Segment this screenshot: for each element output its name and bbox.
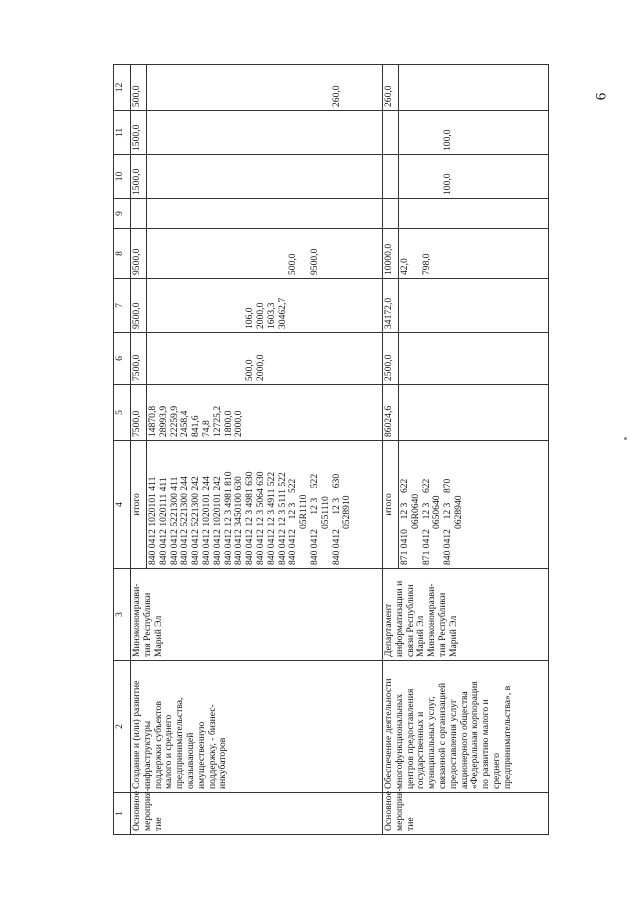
responsible-executor: Минэкономразви- тия Республики Марий Эл	[131, 569, 383, 661]
total-value: 1500,0	[131, 111, 147, 155]
year-value	[399, 333, 549, 385]
col-header-6: 6	[114, 333, 131, 385]
page-number: 6	[593, 92, 610, 101]
total-value: 7500,0	[131, 333, 147, 385]
scan-speck	[624, 437, 627, 440]
col-header-4: 4	[114, 441, 131, 569]
total-value	[383, 111, 399, 155]
year-value	[147, 199, 383, 229]
total-value	[383, 199, 399, 229]
col-header-1: 1	[114, 793, 131, 835]
budget-codes: 840 0412 1020101 411 840 0412 1020111 411 840 0412 5221300 411 840 0412 5221300 244 840 0412 5221300 242 840 0412 1020101 244 840 0412 1020101 242 840 0412 12 3 4981 810 840 0412 3450100 630 840 0412 12 3 4981 630 840 0412 12 3 5064 630 840 0412 12 3 4911 522 840 0412 12 3 5111 522 840 0412 12 3 522 05R1110 840 0412 12 3 522 0551110 840 0412 12 3 630 0528910	[147, 441, 383, 569]
total-value: 10000,0	[383, 229, 399, 279]
year-value	[147, 111, 383, 155]
total-value: 9500,0	[131, 279, 147, 333]
total-value: 260,0	[383, 65, 399, 111]
total-value: 2500,0	[383, 333, 399, 385]
year-value: 260,0	[147, 65, 383, 111]
total-value	[131, 199, 147, 229]
total-label: итого	[131, 441, 147, 569]
header-row	[114, 65, 131, 835]
table-row	[383, 65, 399, 835]
year-value: 500,0 9500,0	[147, 229, 383, 279]
responsible-executor: Департамент информатизации и связи Республики Марий Эл Минэкономразви- тия Республики Марий Эл	[383, 569, 549, 661]
year-value	[399, 65, 549, 111]
total-value: 9500,0	[131, 229, 147, 279]
col-header-5: 5	[114, 385, 131, 441]
col-header-11: 11	[114, 111, 131, 155]
col-header-12: 12	[114, 65, 131, 111]
year-value: 100,0	[399, 111, 549, 155]
col-header-9: 9	[114, 199, 131, 229]
col-header-3: 3	[114, 569, 131, 661]
year-value	[399, 279, 549, 333]
year-value	[399, 385, 549, 441]
total-value: 86024,6	[383, 385, 399, 441]
total-value	[383, 155, 399, 199]
year-value	[147, 155, 383, 199]
total-value: 34172,0	[383, 279, 399, 333]
year-value	[399, 199, 549, 229]
total-label: итого	[383, 441, 399, 569]
event-type: Основное мероприя- тие	[383, 793, 549, 835]
total-value: 7500,0	[131, 385, 147, 441]
col-header-7: 7	[114, 279, 131, 333]
year-value: 500,0 2000,0	[147, 333, 383, 385]
rotated-table-container	[113, 65, 613, 835]
total-value: 1500,0	[131, 155, 147, 199]
event-description: Создание и (или) развитие инфраструктуры поддержки субъектов малого и среднего предпринимательства, оказывающей имущественную поддержку, - бизнес- инкубаторов	[131, 661, 383, 793]
table-row	[131, 65, 147, 835]
event-type: Основное мероприя- тие	[131, 793, 383, 835]
col-header-2: 2	[114, 661, 131, 793]
program-table	[113, 64, 549, 835]
event-description: Обеспечение деятельности многофункциональных центров предоставления государственных и муниципальных услуг, связанной с организацией предоставления услуг акционерного общества «Федеральная корпорация по развитию малого и среднего предпринимательства», в	[383, 661, 549, 793]
total-value: 500,0	[131, 65, 147, 111]
year-value: 100,0	[399, 155, 549, 199]
year-value: 106,0 2000,0 1603,3 30462,7	[147, 279, 383, 333]
year-value: 42,0 798,0	[399, 229, 549, 279]
budget-codes: 871 0410 12 3 622 06R0640 871 0412 12 3 622 0650640 840 0412 12 3 870 0628940	[399, 441, 549, 569]
col-header-8: 8	[114, 229, 131, 279]
year-value: 14870,8 28993,9 22259,9 2458,4 841,6 74,8 12725,2 1800,0 2000,0	[147, 385, 383, 441]
col-header-10: 10	[114, 155, 131, 199]
